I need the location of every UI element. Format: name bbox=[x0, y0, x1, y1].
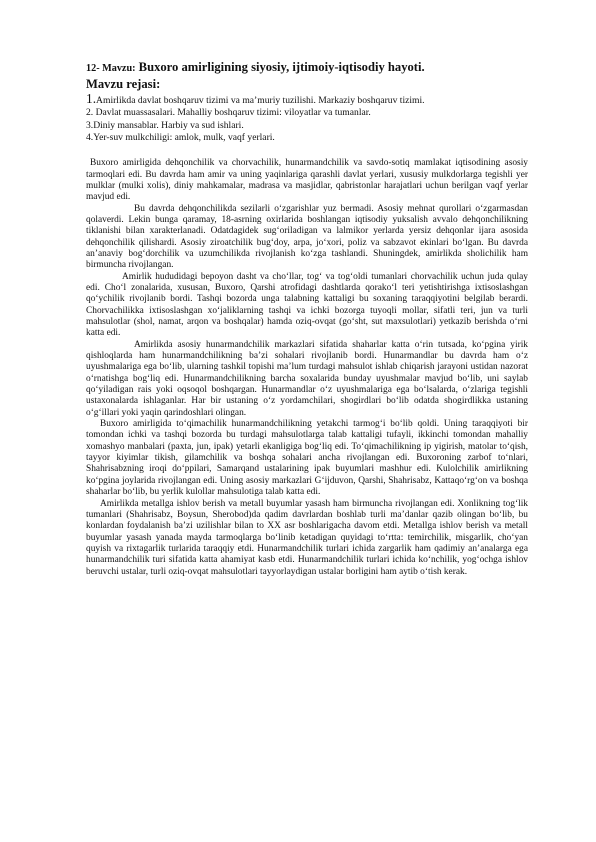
plan-item-number: 2. bbox=[86, 107, 96, 119]
body-paragraph: Amirlik hududidagi bepoyon dasht va cho‘llar, tog‘ va tog‘oldi tumanlari chorvachilik uchun juda qulay edi. Cho‘l zonalarida, xususan, Buxoro, Qarshi atrofidagi dashtlarda qorako‘l teri yetishtirishga ixtisoslashgan qo‘ychilik rivojlanib bordi. Tashqi bozorda unga talabning kattaligi bu soxaning taraqqiyotini belgilab berardi. Chorvachilikka ixtisoslashgan xo‘jaliklarning tashqi va ichki bozorga tuyoqli mollar, sifatli teri, jun va turli mahsulotlar (shol, namat, arqon va boshqalar) hamda oziq-ovqat (go‘sht, sut maxsulotlari) yetkazib berishda o‘rni katta edi. bbox=[86, 271, 528, 339]
plan-item-text: Diniy mansablar. Harbiy va sud ishlari. bbox=[93, 119, 244, 131]
topic-number: 12- Mavzu: bbox=[86, 63, 136, 74]
plan-item bbox=[86, 107, 528, 119]
plan-list bbox=[86, 93, 528, 144]
plan-item-number: 4. bbox=[86, 131, 94, 143]
plan-item bbox=[86, 93, 528, 107]
body-paragraph: Bu davrda dehqonchilikda sezilarli o‘zgarishlar yuz bermadi. Asosiy mehnat qurollari o‘zgarmasdan qolaverdi. Lekin bunga qaramay, 18-asrning oxirlarida boshlangan iqtisodiy yuksalish avvalo dehqonchilikning tiklanishi bilan xarakterlanadi. Odatdagidek sug‘oriladigan va lalmikor yerlarda yersiz dehqonlar ijara asosida dehqonchilik qilishardi. Asosiy ziroatchilik bug‘doy, arpa, jo‘xori, poliz va sabzavot ekinlari bo‘lgan. Bu davrda an’anaviy bog‘dorchilik va uzumchilikda rivojlanish ko‘zga tashlandi. Shuningdek, amirlikda sholichilik ham birmuncha rivojlangan. bbox=[86, 203, 528, 271]
body-paragraph: Buxoro amirligida to‘qimachilik hunarmandchilikning yetakchi tarmog‘i bo‘lib qoldi. Uning taraqqiyoti bir tomondan ichki va tashqi bozorda bu turdagi mahsulotlarga talab kattaligi tufayli, ikkinchi tomondan mahalliy xomashyo manbalari (paxta, jun, ipak) yetarli ekanligiga bog‘liq edi. To‘qimachilikning ip yigirish, matolar to‘qish, tayyor kiyimlar tikish, gilamchilik va boshqa sohalari ancha rivojlangan edi. Buxoroning zarbof to‘nlari, Shahrisabzning iroqi do‘ppilari, Samarqand ustalarining ipak buyumlari mashhur edi. Kulolchilik amirlikning ko‘pgina joylarida rivojlangan edi. Uning asosiy markazlari G‘ijduvon, Qarshi, Shahrisabz, Kattaqo‘rg‘on va boshqa shaharlar bo‘lib, bu yerlik kulollar mahsulotiga talab katta edi. bbox=[86, 419, 528, 498]
plan-item bbox=[86, 132, 528, 144]
document-page bbox=[86, 60, 528, 578]
plan-item-text: Amirlikda davlat boshqaruv tizimi va ma’muriy tuzilishi. Markaziy boshqaruv tizimi. bbox=[96, 95, 425, 106]
plan-item-text: Davlat muassasalari. Mahalliy boshqaruv tizimi: viloyatlar va tumanlar. bbox=[95, 107, 371, 119]
body-paragraph: Amirlikda asosiy hunarmandchilik markazlari sifatida shaharlar katta o‘rin tutsada, ko‘pgina yirik qishloqlarda ham hunarmandchilikning ba’zi sohalari rivojlanib bordi. Hunarmandlar bu davrda ham o‘z uyushmalariga ega bo‘lib, ularning tashkil topishi ma’lum turdagi mahsulot ishlab chiqarish jarayoni ustidan nazorat o‘rnatishga bog‘liq edi. Hunarmandchilikning barcha soxalarida bunday uyushmalar mavjud bo‘lib, uni saylab qo‘yiladigan rais yoki oqsoqol boshqargan. Hunarmandlar o‘z uyushmalariga ega bo‘lsalarda, o‘zlariga tegishli ustaxonalarda ishlaganlar. Har bir ustaning o‘z yordamchilari, shogirdlari bo‘lib odatda shogirdlikka ustaning o‘g‘illari yoki yaqin qarindoshlari olingan. bbox=[86, 339, 528, 418]
topic-title: Buxoro amirligining siyosiy, ijtimoiy-iqtisodiy hayoti. bbox=[138, 60, 425, 74]
plan-title: Mavzu rejasi: bbox=[86, 77, 161, 91]
topic-heading bbox=[86, 60, 528, 76]
body-paragraph: Amirlikda metallga ishlov berish va metall buyumlar yasash ham birmuncha rivojlangan edi. Xonlikning tog‘lik tumanlari (Shahrisabz, Boysun, Sherobod)da qadim davrlardan boshlab turli ma’danlar qazib olingan bo‘lib, bu konlardan foydalanish ba’zi uzilishlar bilan to XX asr boshlarigacha davom etdi. Metallga ishlov berish va metall buyumlar yasash yanada mayda tarmoqlarga bo‘linib ketadigan quyidagi to‘rtta: temirchilik, misgarlik, cho‘yan quyish va rixtagarlik turlarida taraqqiy etdi. Hunarmandchilik turlari ichida zargarlik ham qadimiy an’analarga ega hunarmandchilik turi sifatida katta ahamiyat kasb etdi. Hunarmandchilik turlari ichida ko‘nchilik, yog‘ochga ishlov beruvchi ustalar, turli oziq-ovqat mahsulotlari tayyorlaydigan ustalar borligini ham aytib o‘tish kerak. bbox=[86, 498, 528, 577]
plan-item-number: 1. bbox=[86, 91, 97, 106]
plan-item-text: Yer-suv mulkchiligi: amlok, mulk, vaqf yerlari. bbox=[93, 131, 275, 143]
plan-item-number: 3. bbox=[86, 119, 94, 131]
plan-item bbox=[86, 120, 528, 132]
body-paragraph: Buxoro amirligida dehqonchilik va chorvachilik, hunarmandchilik va savdo-sotiq mamlakat iqtisodining asosiy tarmoqlari edi. Bu davrda ham amir va uning yaqinlariga qarashli davlat yerlari, xususiy mulkdorlarga tegishli yer mulklar (mulki xolis), diniy mahkamalar, madrasa va masjidlar, qabristonlar harajatlari uchun berilgan vaqf yerlar mavjud edi. bbox=[86, 158, 528, 203]
